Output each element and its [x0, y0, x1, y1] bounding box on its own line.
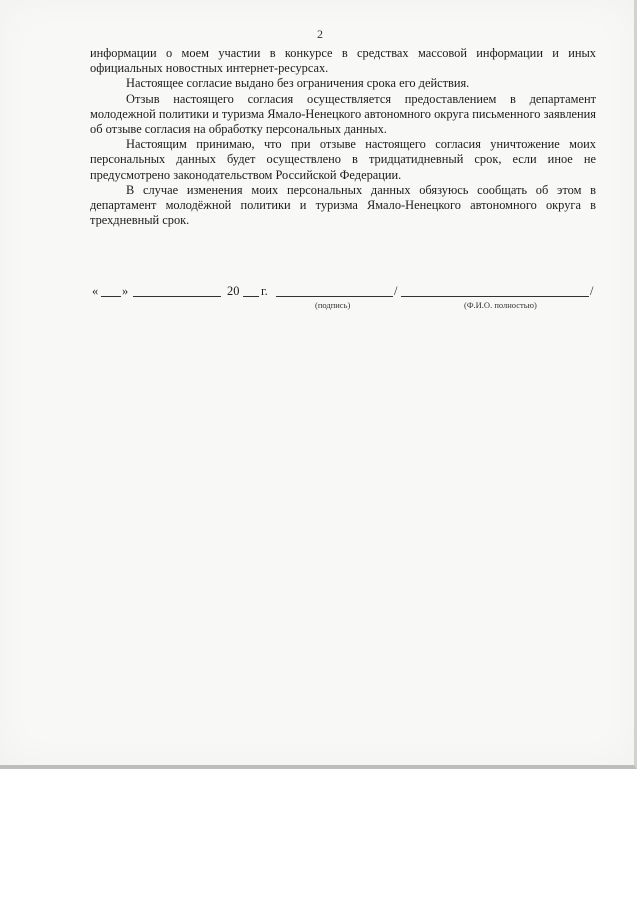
signature-caption: (подпись): [315, 300, 351, 310]
page-number: 2: [317, 27, 323, 41]
year-suffix: г.: [261, 284, 268, 298]
year-blank[interactable]: [243, 284, 259, 297]
signature-line: [92, 284, 602, 300]
consent-body: [90, 46, 596, 228]
full-name-caption: (Ф.И.О. полностью): [464, 300, 537, 310]
paragraph-change-notice: В случае изменения моих персональных данных обязуюсь сообщать об этом в департамент молодёжной политики и туризма Ямало-Ненецкого автономного округа в трехдневный срок.: [90, 182, 596, 228]
paragraph-destruction: Настоящим принимаю, что при отзыве настоящего согласия уничтожение моих персональных данных будет осуществлено в тридцатидневный срок, если иное не предусмотрено законодательством Российской Федерации.: [90, 137, 596, 182]
day-blank[interactable]: [101, 284, 121, 297]
paragraph-validity: Настоящее согласие выдано без ограничения срока его действия.: [126, 76, 470, 91]
paragraph-continuation: информации о моем участии в конкурсе в средствах массовой информации и иных официальных новостных интернет-ресурсах.: [90, 46, 596, 76]
slash-end: /: [590, 284, 594, 298]
signature-blank[interactable]: [276, 284, 393, 297]
full-name-blank[interactable]: [401, 284, 589, 297]
quote-close: »: [122, 284, 129, 298]
month-blank[interactable]: [133, 284, 221, 297]
slash-separator: /: [394, 284, 398, 298]
quote-open: «: [92, 284, 99, 298]
paragraph-revocation: Отзыв настоящего согласия осуществляется предоставлением в департамент молодежной политики и туризма Ямало-Ненецкого автономного округа письменного заявления об отзыве согласия на обработку персональных данных.: [90, 91, 596, 137]
year-prefix: 20: [227, 284, 240, 298]
